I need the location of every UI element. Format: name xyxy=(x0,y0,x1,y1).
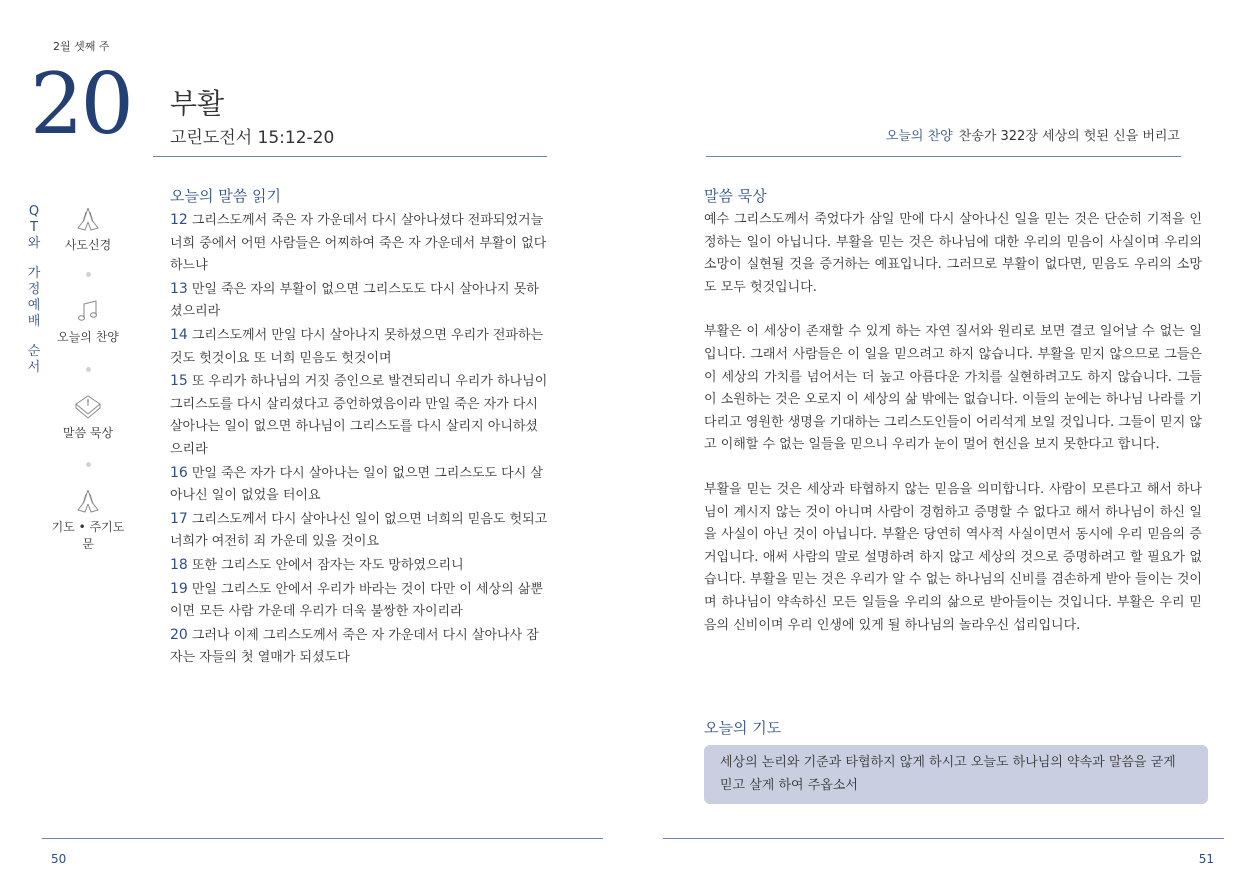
page-title: 부활 xyxy=(170,87,225,120)
verse-text: 그리스도께서 다시 살아나신 일이 없으면 너희의 믿음도 헛되고 너희가 여전히 죄 가운데 있을 것이요 xyxy=(170,511,548,550)
prayer-text: 세상의 논리와 기준과 타협하지 않게 하시고 오늘도 하나님의 약속과 말씀을 굳게 믿고 살게 하여 주옵소서 xyxy=(720,755,1176,793)
hymn-text: 찬송가 322장 세상의 헛된 신을 버리고 xyxy=(958,129,1180,144)
vertical-char: 와 xyxy=(27,236,41,251)
verse-number: 17 xyxy=(170,510,188,527)
prayer-heading: 오늘의 기도 xyxy=(704,719,782,737)
praying-hands-icon xyxy=(74,488,102,514)
vertical-char: 가 xyxy=(27,266,41,281)
prayer-box xyxy=(704,745,1208,804)
verse-text: 만일 죽은 자의 부활이 없으면 그리스도도 다시 살아나지 못하셨으리라 xyxy=(170,281,539,320)
verse xyxy=(170,324,550,370)
verse-number: 15 xyxy=(170,373,188,390)
hymn-label: 오늘의 찬양 xyxy=(885,129,953,144)
reading-heading: 오늘의 말씀 읽기 xyxy=(170,187,281,205)
vertical-char: 순 xyxy=(27,344,41,359)
vertical-gap xyxy=(24,252,44,266)
separator-dot xyxy=(86,272,91,277)
vertical-gap xyxy=(24,330,44,344)
divider xyxy=(42,838,603,839)
verse-text: 만일 죽은 자가 다시 살아나는 일이 없으면 그리스도도 다시 살아나신 일이 없었을 터이요 xyxy=(170,465,543,504)
verse-text: 그리스도께서 죽은 자 가운데서 다시 살아나셨다 전파되었거늘 너희 중에서 어떤 사람들은 어찌하여 죽은 자 가운데서 부활이 없다 하느냐 xyxy=(170,213,547,274)
music-note-icon xyxy=(75,298,101,324)
order-item-apostles-creed xyxy=(48,206,128,253)
verse xyxy=(170,209,550,278)
verse-text: 또 우리가 하나님의 거짓 증인으로 발견되리니 우리가 하나님이 그리스도를 다시 살리셨다고 증언하였음이라 만일 죽은 자가 다시 살아나는 일이 없으면 하나님이 그리스도를 다시 살리지 아니하셨으리라 xyxy=(170,374,548,457)
verse-number: 16 xyxy=(170,464,188,481)
order-item-hymn xyxy=(48,298,128,345)
vertical-char: 정 xyxy=(27,282,41,297)
scripture-text xyxy=(170,209,550,670)
vertical-char: Q xyxy=(28,204,40,219)
verse xyxy=(170,508,550,554)
meditation-paragraph: 예수 그리스도께서 죽었다가 삼일 만에 다시 살아나신 일을 믿는 것은 단순히 기적을 인정하는 일이 아닙니다. 부활을 믿는 것은 하나님에 대한 우리의 믿음이 사실이며 우리의 소망이 실현될 것을 증거하는 예표입니다. 그러므로 부활이 없다면, 믿음도 우리의 소망도 모두 헛것입니다. xyxy=(704,212,1202,295)
order-item-label: 사도신경 xyxy=(64,238,112,252)
verse-number: 20 xyxy=(170,626,188,643)
verse xyxy=(170,462,550,508)
verse-number: 12 xyxy=(170,212,188,228)
separator-dot xyxy=(86,367,91,372)
vertical-char: 서 xyxy=(27,360,41,375)
verse-text: 만일 그리스도 안에서 우리가 바라는 것이 다만 이 세상의 삶뿐이면 모든 사람 가운데 우리가 더욱 불쌍한 자이리라 xyxy=(170,581,543,620)
verse-text: 그러나 이제 그리스도께서 죽은 자 가운데서 다시 살아나사 잠자는 자들의 첫 열매가 되셨도다 xyxy=(170,627,539,666)
verse-number: 13 xyxy=(170,280,188,297)
order-item-label: 기도 • 주기도문 xyxy=(51,520,125,551)
separator-dot xyxy=(86,462,91,467)
order-item-label: 말씀 묵상 xyxy=(62,426,114,440)
verse-number: 14 xyxy=(170,326,188,343)
meditation-heading: 말씀 묵상 xyxy=(704,187,767,205)
verse xyxy=(170,578,550,624)
verse xyxy=(170,370,550,461)
verse-text: 그리스도께서 만일 다시 살아나지 못하셨으면 우리가 전파하는 것도 헛것이요 또 너희 믿음도 헛것이며 xyxy=(170,327,544,366)
vertical-char: 예 xyxy=(27,298,41,313)
day-number: 20 xyxy=(30,55,131,153)
page-number-left: 50 xyxy=(51,852,67,866)
week-label: 2월 셋째 주 xyxy=(53,40,110,53)
verse-number: 19 xyxy=(170,580,188,597)
vertical-char: T xyxy=(30,220,38,235)
verse xyxy=(170,624,550,670)
praying-hands-icon xyxy=(74,206,102,232)
todays-hymn xyxy=(886,125,1180,144)
order-item-label: 오늘의 찬양 xyxy=(57,330,119,344)
verse-text: 또한 그리스도 안에서 잠자는 자도 망하였으리니 xyxy=(191,557,464,573)
meditation-text xyxy=(704,209,1202,659)
verse-number: 18 xyxy=(170,556,188,573)
meditation-paragraph: 부활은 이 세상이 존재할 수 있게 하는 자연 질서와 원리로 보면 결코 일어날 수 없는 일입니다. 그래서 사람들은 이 일을 믿으려고 하지 않습니다. 부활을 믿지 않으므로 그들은 이 세상의 가치를 넘어서는 더 높고 아름다운 가치를 실현하려고도 하지 않습니다. 그들이 소원하는 것은 오로지 이 세상의 삶 밖에는 없습니다. 이들의 눈에는 하나님 나라를 기다리고 영원한 생명을 기대하는 그리스도인들이 어리석게 보일 것입니다. 그들이 믿지 않고 이해할 수 없는 일들을 믿으니 우리가 눈이 멀어 헌신을 보지 못한다고 합니다. xyxy=(704,324,1202,453)
order-item-meditation xyxy=(48,392,128,441)
page-number-right: 51 xyxy=(1198,852,1214,866)
vertical-label-qt-family-worship xyxy=(24,204,44,376)
bible-icon xyxy=(72,392,104,420)
meditation-paragraph: 부활을 믿는 것은 세상과 타협하지 않는 믿음을 의미합니다. 사람이 모른다고 해서 하나님이 계시지 않는 것이 아니며 사람이 경험하고 증명할 수 없다고 해서 하나님이 하신 일을 사실이 아닌 것이 아닙니다. 부활은 당연히 역사적 사실이면서 동시에 우리 믿음의 증거입니다. 애써 사람의 말로 설명하려 하지 않고 세상의 것으로 증명하려고 할 필요가 없습니다. 부활을 믿는 것은 우리가 알 수 없는 하나님의 신비를 겸손하게 받아 들이는 것이며 하나님이 약속하신 모든 일들을 우리의 삶으로 받아들이는 것입니다. 부활은 우리 믿음의 신비이며 우리 인생에 있게 될 하나님의 놀라우신 섭리입니다. xyxy=(704,481,1202,633)
divider xyxy=(663,838,1224,839)
divider xyxy=(706,156,1181,157)
vertical-char: 배 xyxy=(27,314,41,329)
scripture-reference: 고린도전서 15:12-20 xyxy=(170,128,335,148)
verse xyxy=(170,554,550,578)
divider xyxy=(153,156,547,157)
verse xyxy=(170,278,550,324)
order-item-prayer xyxy=(48,488,128,552)
